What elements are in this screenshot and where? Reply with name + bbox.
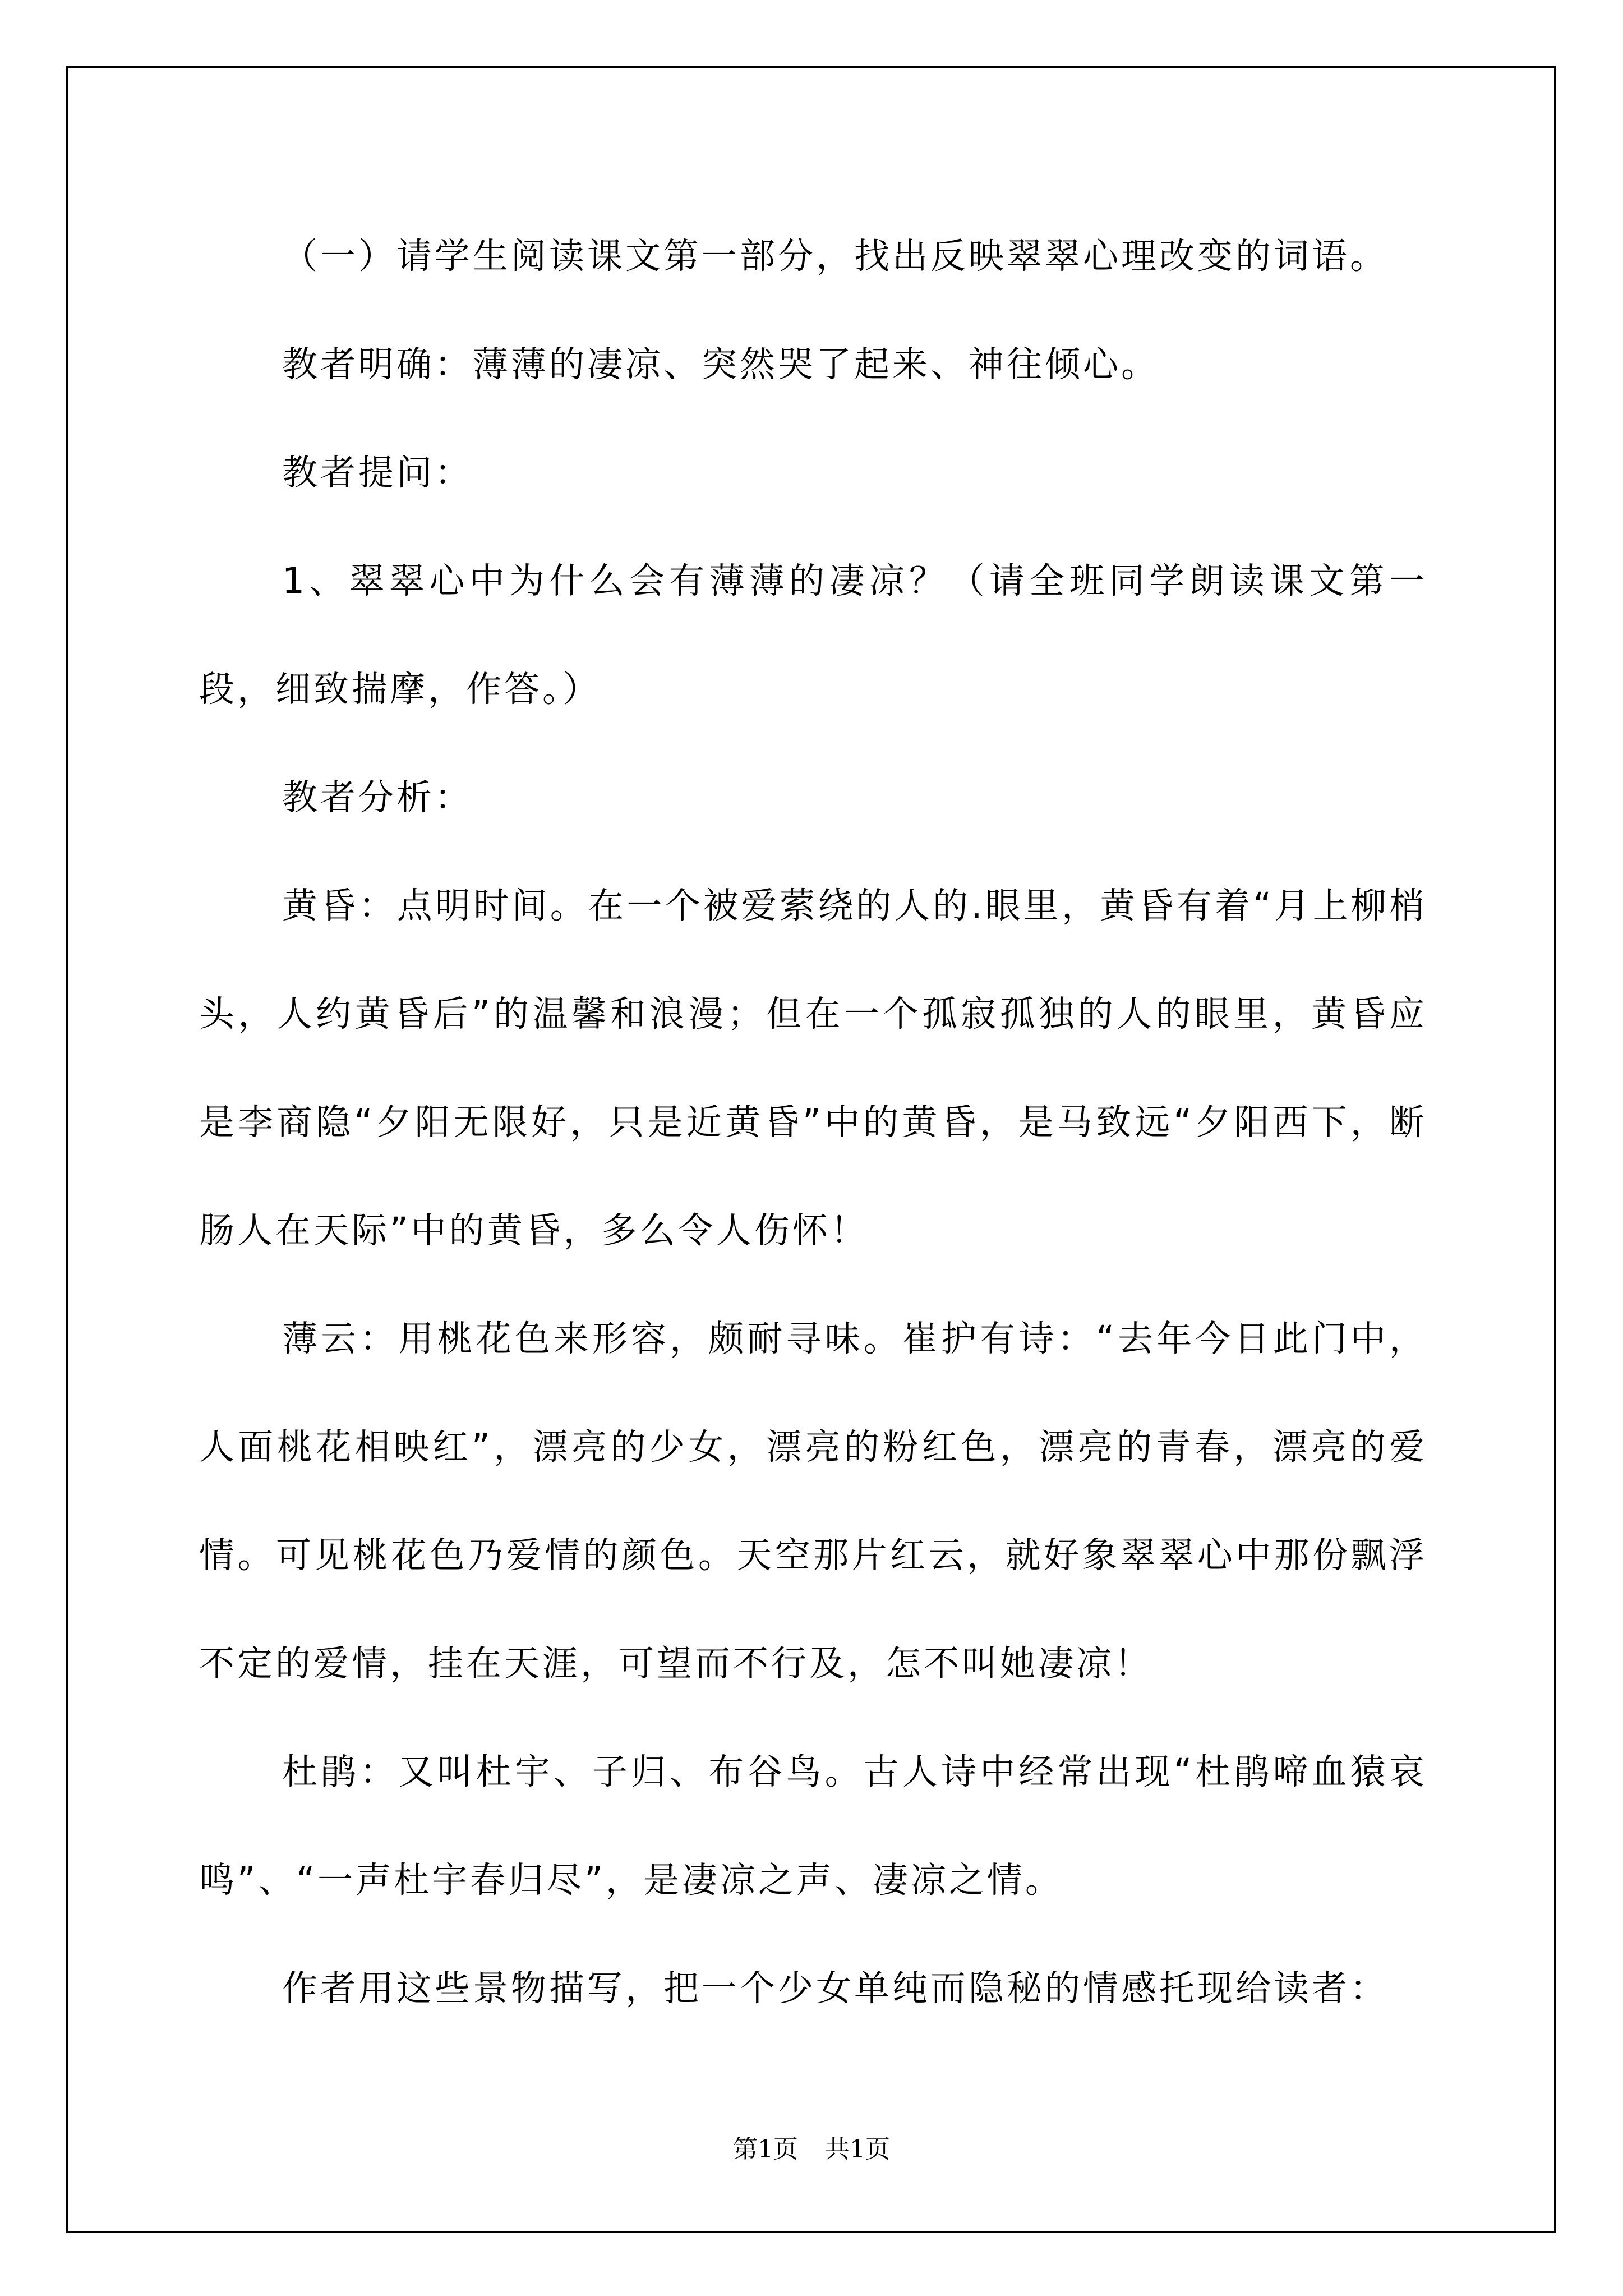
- page-footer: [0, 2129, 1623, 2165]
- paragraph-thin-cloud: 薄云：用桃花色来形容，颇耐寻味。崔护有诗：“去年今日此门中，人面桃花相映红”，漂亮的少女，漂亮的粉红色，漂亮的青春，漂亮的爱情。可见桃花色乃爱情的颜色。天空那片红云，就好象翠翠心中那份飘浮不定的爱情，挂在天涯，可望而不行及，怎不叫她凄凉！: [199, 1318, 1427, 1684]
- paragraph-task: （一）请学生阅读课文第一部分，找出反映翠翠心理改变的词语。: [282, 236, 1388, 277]
- paragraph-cuckoo: 杜鹃：又叫杜宇、子归、布谷鸟。古人诗中经常出现“杜鹃啼血猿哀鸣”、“一声杜宇春归尽”，是凄凉之声、凄凉之情。: [199, 1751, 1427, 1901]
- paragraph-teacher-question: 教者提问：: [282, 452, 473, 493]
- page-number-current: 第1页: [733, 2135, 798, 2164]
- page-number-total: 共1页: [825, 2135, 890, 2164]
- paragraph-question-1: 1、翠翠心中为什么会有薄薄的凄凉？（请全班同学朗读课文第一段，细致揣摩，作答。）: [199, 560, 1427, 710]
- paragraph-dusk: 黄昏：点明时间。在一个被爱萦绕的人的.眼里，黄昏有着“月上柳梢头，人约黄昏后”的温馨和浪漫；但在一个孤寂孤独的人的眼里，黄昏应是李商隐“夕阳无限好，只是近黄昏”中的黄昏，是马致远“夕阳西下，断肠人在天际”中的黄昏，多么令人伤怀！: [199, 885, 1427, 1251]
- paragraph-teacher-clarify: 教者明确：薄薄的凄凉、突然哭了起来、神往倾心。: [282, 344, 1159, 385]
- paragraph-author-summary: 作者用这些景物描写，把一个少女单纯而隐秘的情感托现给读者：: [282, 1968, 1388, 2009]
- document-body: [199, 202, 1427, 2042]
- paragraph-teacher-analysis: 教者分析：: [282, 777, 473, 818]
